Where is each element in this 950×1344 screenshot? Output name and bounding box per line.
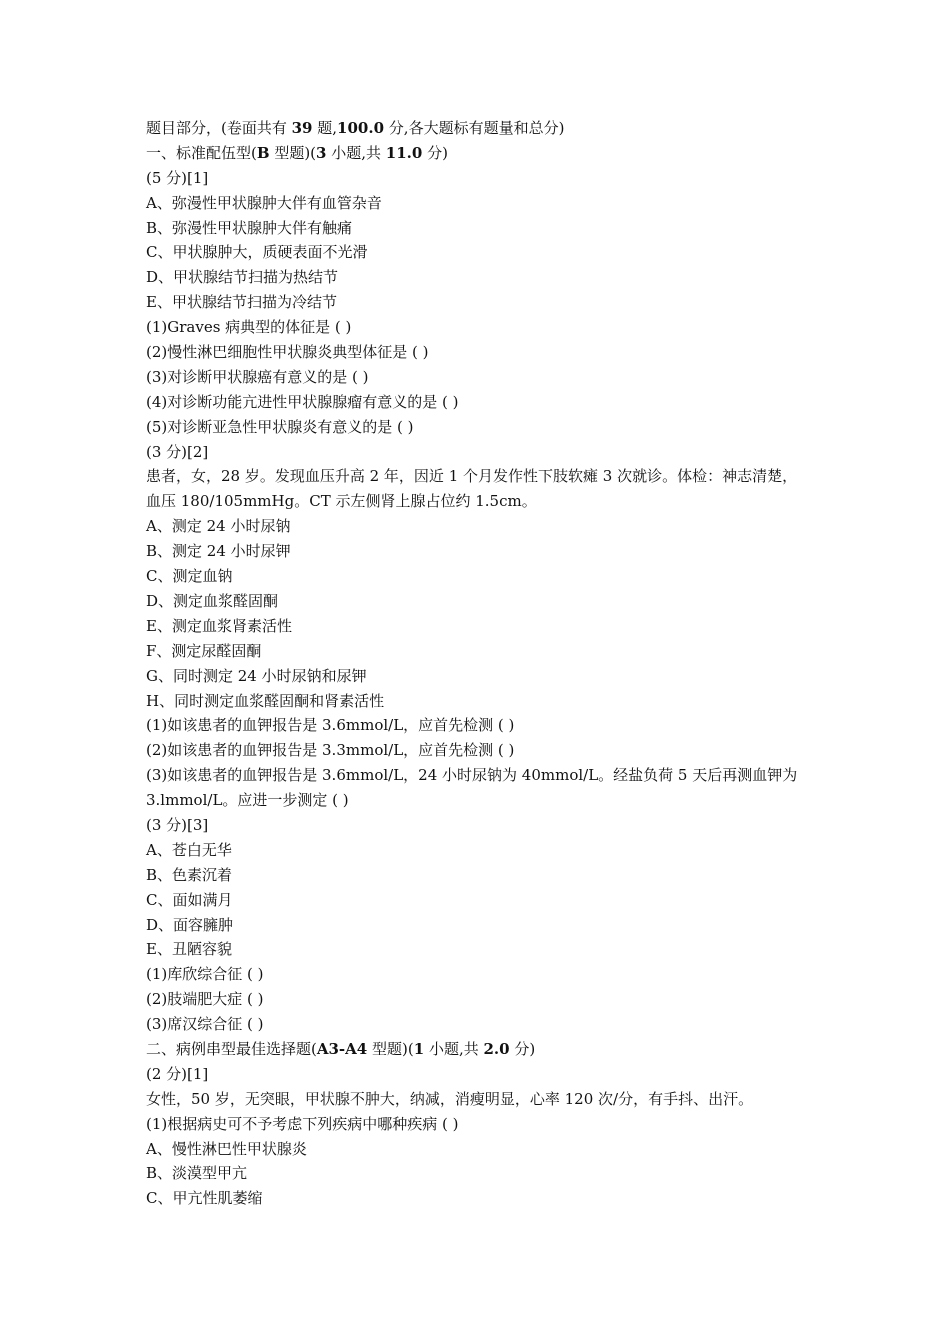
option-item: D、甲状腺结节扫描为热结节 — [146, 268, 339, 287]
option-item: H、同时测定血浆醛固酮和肾素活性 — [146, 691, 385, 710]
sub-question: (1)库欣综合征 ( ) — [146, 965, 264, 984]
option-item: C、测定血钠 — [146, 567, 233, 586]
option-item: C、面如满月 — [146, 890, 233, 909]
section-title-a3a4-type: 二、病例串型最佳选择题(A3-A4 型题)(1 小题,共 2.0 分) — [146, 1040, 536, 1059]
sub-question: (3)对诊断甲状腺癌有意义的是 ( ) — [146, 367, 369, 386]
question-score: (2 分)[1] — [146, 1064, 209, 1083]
option-item: D、测定血浆醛固酮 — [146, 591, 279, 610]
exam-document — [146, 116, 810, 1211]
option-item: A、苍白无华 — [146, 840, 232, 859]
sub-question: (1)Graves 病典型的体征是 ( ) — [146, 318, 352, 337]
option-item: E、丑陋容貌 — [146, 940, 232, 959]
option-item: E、甲状腺结节扫描为冷结节 — [146, 293, 337, 312]
sub-question: (4)对诊断功能亢进性甲状腺腺瘤有意义的是 ( ) — [146, 392, 459, 411]
option-item: C、甲状腺肿大，质硬表面不光滑 — [146, 243, 368, 262]
question-score: (5 分)[1] — [146, 168, 209, 187]
sub-question: (2)慢性淋巴细胞性甲状腺炎典型体征是 ( ) — [146, 343, 429, 362]
question-stem: 女性，50 岁，无突眼，甲状腺不肿大，纳减，消瘦明显，心率 120 次/分，有手抖、出汗。 — [146, 1089, 754, 1108]
sub-question: (1)如该患者的血钾报告是 3.6mmol/L，应首先检测 ( ) — [146, 716, 515, 735]
question-score: (3 分)[2] — [146, 442, 209, 461]
sub-question: (5)对诊断亚急性甲状腺炎有意义的是 ( ) — [146, 417, 414, 436]
option-item: C、甲亢性肌萎缩 — [146, 1189, 263, 1208]
option-item: A、弥漫性甲状腺肿大伴有血管杂音 — [146, 193, 382, 212]
exam-header: 题目部分，(卷面共有 39 题,100.0 分,各大题标有题量和总分) — [146, 119, 565, 137]
sub-question: (2)如该患者的血钾报告是 3.3mmol/L，应首先检测 ( ) — [146, 741, 515, 760]
question-stem: 患者，女，28 岁。发现血压升高 2 年，因近 1 个月发作性下肢软瘫 3 次就诊。体检：神志清楚，血压 180/105mmHg。CT 示左侧肾上腺占位约 1.5cm。 — [146, 467, 798, 511]
section-title-b-type: 一、标准配伍型(B 型题)(3 小题,共 11.0 分) — [146, 143, 448, 162]
option-item: F、测定尿醛固酮 — [146, 641, 262, 660]
option-item: A、测定 24 小时尿钠 — [146, 517, 291, 536]
sub-question: (3)席汉综合征 ( ) — [146, 1015, 264, 1034]
option-item: A、慢性淋巴性甲状腺炎 — [146, 1139, 307, 1158]
sub-question: (2)肢端肥大症 ( ) — [146, 990, 264, 1009]
option-item: E、测定血浆肾素活性 — [146, 616, 292, 635]
question-score: (3 分)[3] — [146, 816, 209, 834]
option-item: B、测定 24 小时尿钾 — [146, 542, 291, 561]
option-item: G、同时测定 24 小时尿钠和尿钾 — [146, 666, 367, 685]
sub-question: (1)根据病史可不予考虑下列疾病中哪种疾病 ( ) — [146, 1114, 459, 1133]
option-item: B、淡漠型甲亢 — [146, 1164, 248, 1183]
option-item: B、弥漫性甲状腺肿大伴有触痛 — [146, 218, 353, 237]
option-item: B、色素沉着 — [146, 865, 233, 884]
option-item: D、面容臃肿 — [146, 915, 234, 934]
sub-question: (3)如该患者的血钾报告是 3.6mmol/L，24 小时尿钠为 40mmol/L。经盐负荷 5 天后再测血钾为 3.lmmol/L。应进一步测定 ( ) — [146, 766, 798, 810]
